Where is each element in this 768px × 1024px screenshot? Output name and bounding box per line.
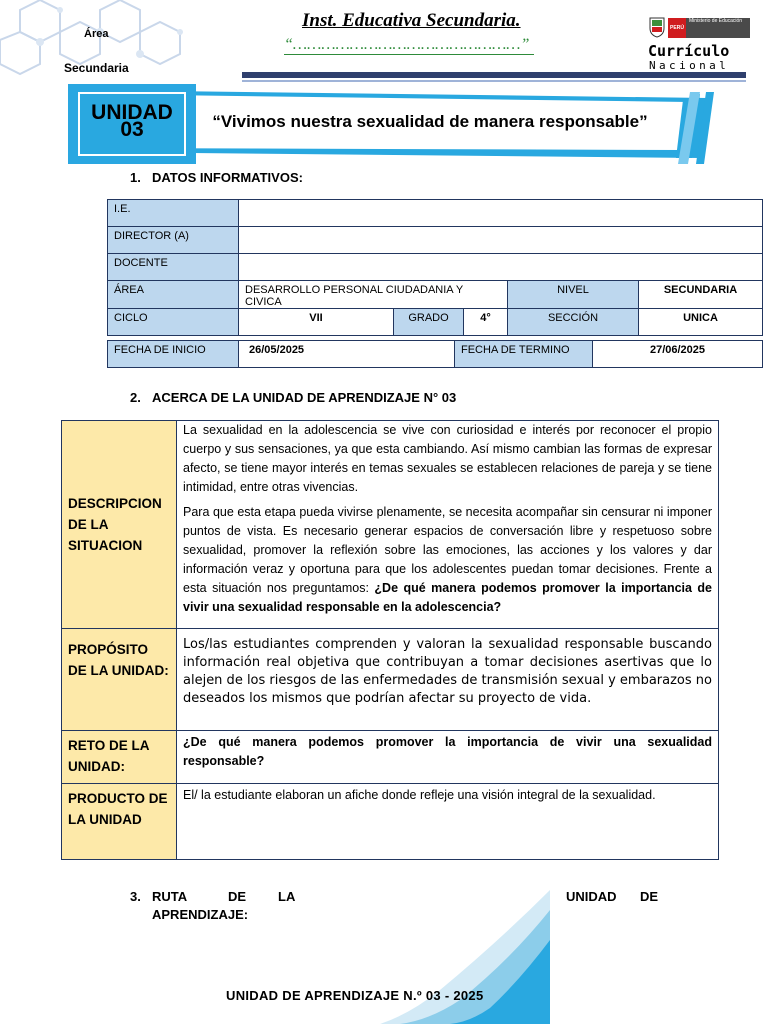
ie-label: I.E. — [108, 200, 239, 227]
producto-text: El/ la estudiante elaboran un afiche donde refleje una visión integral de la sexualidad. — [177, 784, 719, 860]
nacional-text: Nacional — [649, 59, 730, 72]
nivel-value: SECUNDARIA — [639, 281, 763, 309]
section-3-word-la: LA — [278, 889, 296, 904]
table-row — [108, 281, 763, 309]
inicio-value: 26/05/2025 — [239, 341, 455, 368]
ie-value — [239, 200, 763, 227]
descripcion-paragraph-2 — [183, 503, 712, 617]
reto-label: RETO DE LA UNIDAD: — [62, 731, 177, 784]
peru-badge: PERÚ — [668, 18, 686, 38]
section-1-title: DATOS INFORMATIVOS: — [152, 170, 303, 185]
table-row — [62, 731, 719, 784]
descripcion-paragraph-1: La sexualidad en la adolescencia se vive con curiosidad e interés por reconocer el propio cuerpo y sus sensaciones, ya que esta cambiando. Así mismo cambian las formas de expresar afecto, se tiene mayor interés en temas sexuales se establecen relaciones de pareja y se tiene intimidad, entre otras vivencias. — [183, 423, 712, 494]
seccion-value: UNICA — [639, 309, 763, 336]
hexagon-decoration — [0, 0, 240, 90]
section-3-number: 3. — [130, 889, 141, 904]
table-row — [62, 629, 719, 731]
institution-title: Inst. Educativa Secundaria. — [302, 10, 521, 31]
descripcion-question: ¿De qué manera podemos promover la importancia de vivir una sexualidad responsable en la adolescencia? — [183, 581, 713, 614]
unit-number: 03 — [120, 118, 144, 141]
docente-value — [239, 254, 763, 281]
datos-informativos-table — [107, 199, 763, 336]
ciclo-label: CICLO — [108, 309, 239, 336]
producto-label: PRODUCTO DE LA UNIDAD — [62, 784, 177, 860]
header-divider-light — [242, 80, 746, 82]
table-row — [108, 254, 763, 281]
institution-name-placeholder: “…………………………………………” — [284, 36, 534, 55]
ciclo-value: VII — [239, 309, 394, 336]
table-row — [108, 200, 763, 227]
director-value — [239, 227, 763, 254]
header-divider — [242, 72, 746, 78]
section-3-word-aprendizaje: APRENDIZAJE: — [152, 907, 249, 922]
proposito-text: Los/las estudiantes comprenden y valoran la sexualidad responsable buscando información real objetiva que contribuyan a tomar decisiones asertivas que lo alejen de los riesgos de las enfermedades de transmisión sexual y embarazos no deseados los mismos que podrían afectar su proyecto de vida. — [177, 629, 719, 731]
level-label: Secundaria — [64, 61, 129, 75]
fechas-table — [107, 340, 763, 368]
curriculo-nacional-logo — [648, 16, 752, 72]
termino-label: FECHA DE TERMINO — [455, 341, 593, 368]
termino-value: 27/06/2025 — [593, 341, 763, 368]
peru-shield-icon — [648, 16, 666, 38]
descripcion-paragraph-2-text: Para que esta etapa pueda vivirse plenamente, se necesita acompañar sin censurar ni imponer puntos de vista. Es necesario generar espacios de conversación libre y respetuoso sobre sexualidad, promover la reflexión sobre las emociones, las acciones y los valores y dar información veraz y oportuna para que los adolescentes puedan tomar decisiones. Frente a esta situación nos preguntamos: — [183, 505, 712, 595]
section-1-number: 1. — [130, 170, 141, 185]
footer-title: UNIDAD DE APRENDIZAJE N.º 03 - 2025 — [226, 988, 484, 1003]
proposito-label: PROPÓSITO DE LA UNIDAD: — [62, 629, 177, 731]
section-2-number: 2. — [130, 390, 141, 405]
nivel-label: NIVEL — [508, 281, 639, 309]
seccion-label: SECCIÓN — [508, 309, 639, 336]
ministry-badge: Ministerio de Educación — [686, 18, 750, 38]
descripcion-cell — [177, 421, 719, 629]
area-label: Área — [84, 28, 109, 40]
reto-text: ¿De qué manera podemos promover la importancia de vivir una sexualidad responsable? — [177, 731, 719, 784]
section-3-word-de: DE — [228, 889, 247, 904]
section-2-title: ACERCA DE LA UNIDAD DE APRENDIZAJE N° 03 — [152, 390, 457, 405]
table-row — [62, 421, 719, 629]
docente-label: DOCENTE — [108, 254, 239, 281]
table-row — [108, 341, 763, 368]
unit-label: UNIDAD — [91, 101, 173, 124]
table-row — [108, 227, 763, 254]
section-3-word-de-2: DE — [640, 889, 659, 904]
unit-number-badge — [84, 101, 180, 141]
director-label: DIRECTOR (A) — [108, 227, 239, 254]
table-row — [108, 309, 763, 336]
area-value: DESARROLLO PERSONAL CIUDADANIA Y CIVICA — [239, 281, 508, 309]
unit-title: “Vivimos nuestra sexualidad de manera responsable” — [212, 112, 648, 131]
acerca-table — [61, 420, 719, 860]
area-label-cell: ÁREA — [108, 281, 239, 309]
section-3-word-unidad: UNIDAD — [566, 889, 617, 904]
descripcion-label: DESCRIPCION DE LA SITUACION — [62, 421, 177, 629]
banner-stripes — [670, 92, 718, 164]
table-row — [62, 784, 719, 860]
curriculo-text: Currículo — [648, 42, 730, 60]
inicio-label: FECHA DE INICIO — [108, 341, 239, 368]
section-3-word-ruta: RUTA — [152, 889, 188, 904]
grado-value: 4° — [464, 309, 508, 336]
grado-label: GRADO — [394, 309, 464, 336]
